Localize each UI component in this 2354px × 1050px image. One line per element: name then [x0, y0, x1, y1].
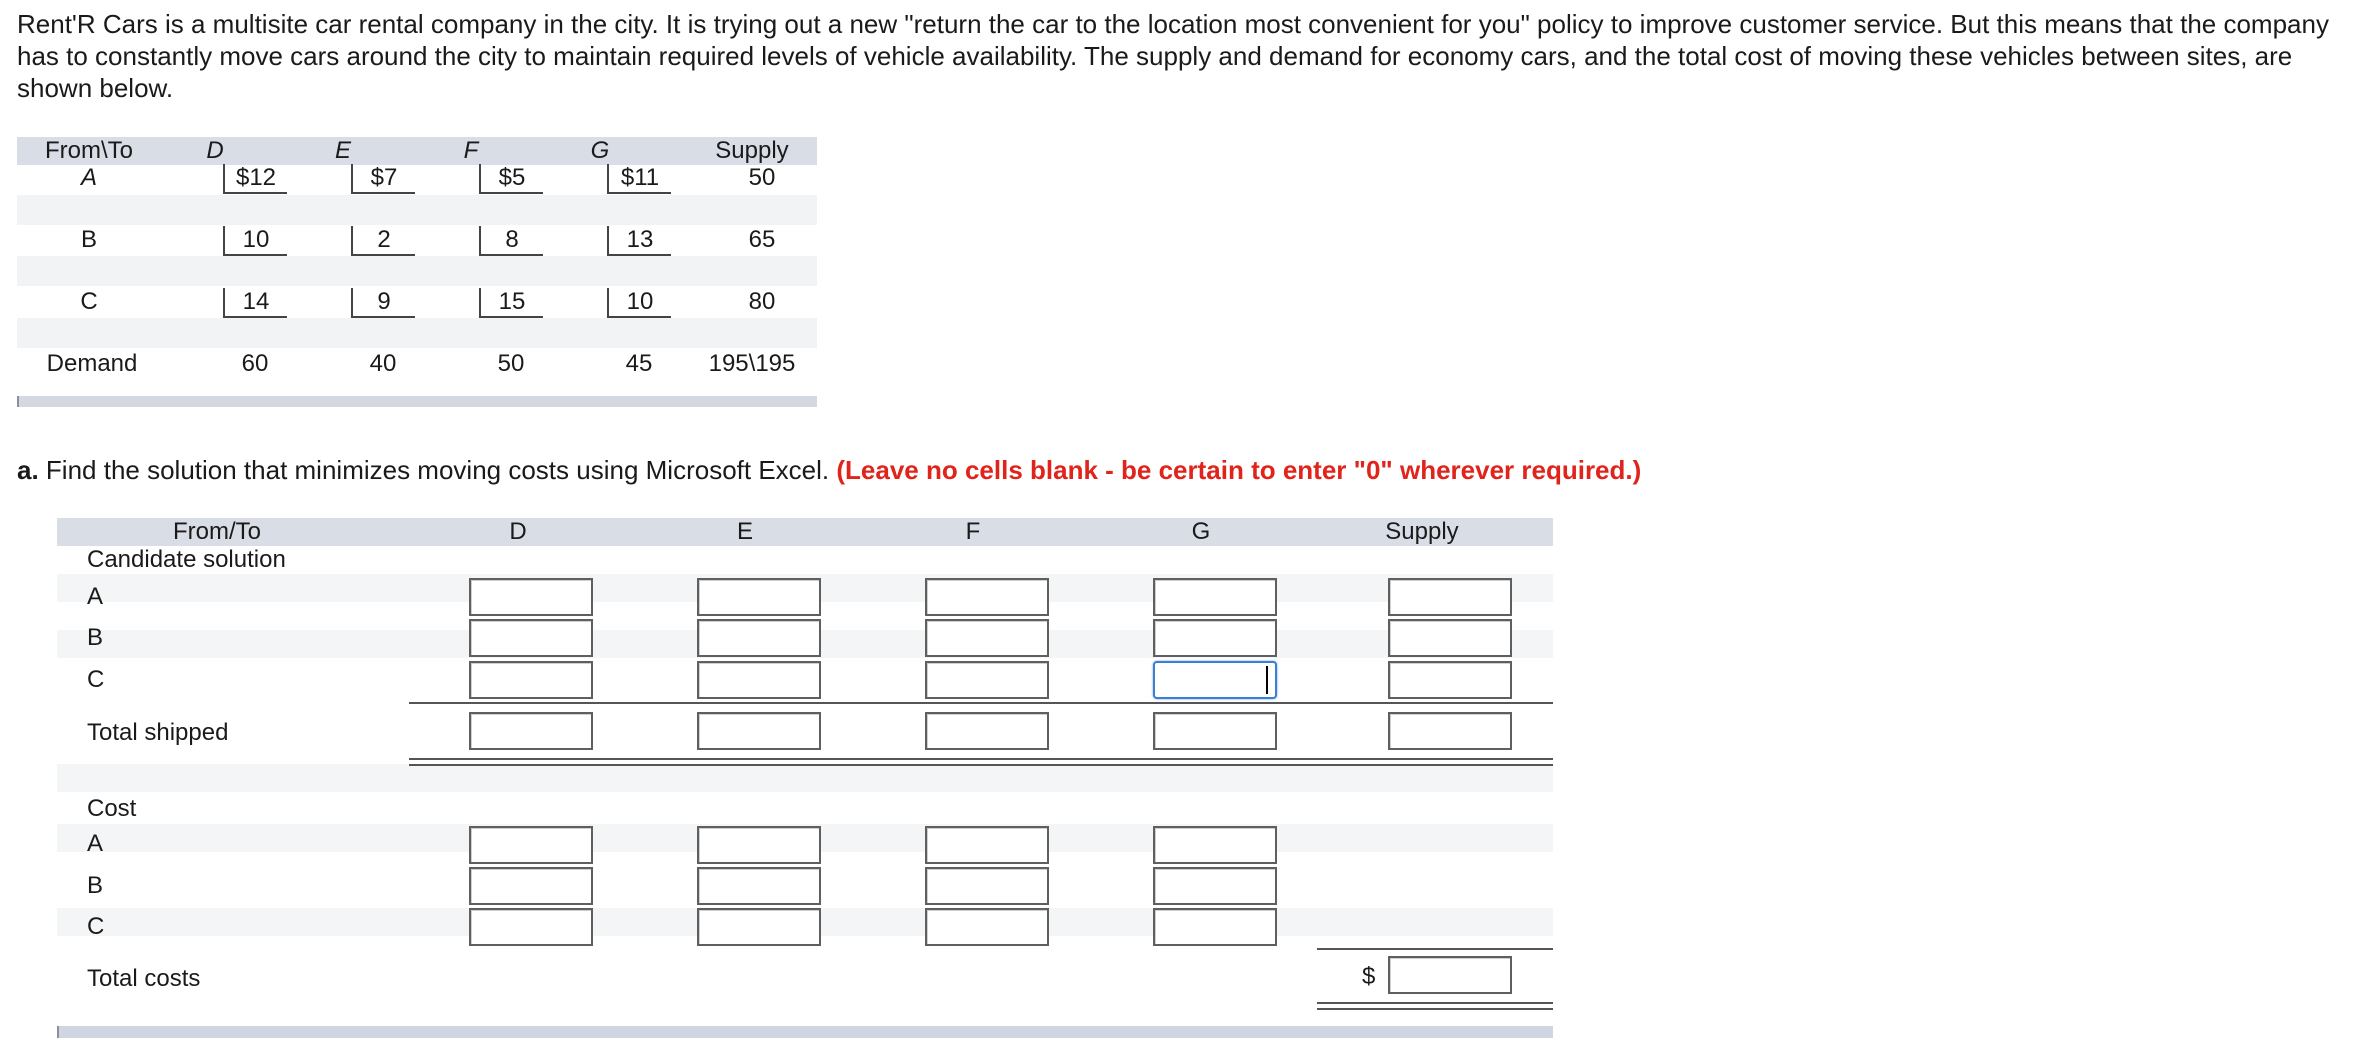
cost-cell: $12 [223, 164, 287, 194]
shipment-b-e-input[interactable] [697, 619, 821, 657]
supply-c-input[interactable] [1388, 661, 1512, 699]
cost-a-d-input[interactable] [469, 826, 593, 864]
shipment-a-d-input[interactable] [469, 578, 593, 616]
column-header-f: F [463, 137, 479, 164]
shipment-c-e-input[interactable] [697, 661, 821, 699]
shipment-c-g-input[interactable] [1153, 661, 1277, 699]
shipment-c-d-input[interactable] [469, 661, 593, 699]
row-label-b: B [87, 624, 104, 651]
cost-cell: 10 [607, 288, 671, 318]
cost-a-g-input[interactable] [1153, 826, 1277, 864]
total-double-divider [409, 758, 1553, 766]
text-caret [1266, 666, 1268, 694]
total-shipped-d-input[interactable] [469, 712, 593, 750]
cost-c-g-input[interactable] [1153, 908, 1277, 946]
supply-header: Supply [715, 137, 789, 164]
shipment-a-e-input[interactable] [697, 578, 821, 616]
column-header-e: E [736, 518, 753, 545]
shipment-b-d-input[interactable] [469, 619, 593, 657]
row-label-c: C [87, 666, 105, 693]
supply-cell: 50 [748, 164, 776, 191]
cost-row-label-c: C [87, 913, 105, 940]
table-footer-bar [17, 396, 817, 407]
cost-a-f-input[interactable] [925, 826, 1049, 864]
column-header-g: G [1191, 518, 1211, 545]
row-label-a: A [87, 583, 104, 610]
demand-cell: 50 [497, 350, 525, 377]
cost-cell: 13 [607, 226, 671, 256]
cost-c-e-input[interactable] [697, 908, 821, 946]
cost-cell: $11 [607, 164, 671, 194]
corner-header: From\To [44, 137, 133, 164]
cost-a-e-input[interactable] [697, 826, 821, 864]
total-costs-input[interactable] [1388, 956, 1512, 994]
shipment-a-f-input[interactable] [925, 578, 1049, 616]
cost-row-label-a: A [87, 830, 104, 857]
question-a [17, 454, 1641, 486]
supply-cell: 80 [748, 288, 776, 315]
demand-cell: 40 [369, 350, 397, 377]
shipment-a-g-input[interactable] [1153, 578, 1277, 616]
cost-cell: 9 [351, 288, 415, 318]
cost-cell: 14 [223, 288, 287, 318]
cost-cell: $7 [351, 164, 415, 194]
cost-cell: 10 [223, 226, 287, 256]
total-shipped-g-input[interactable] [1153, 712, 1277, 750]
cost-b-d-input[interactable] [469, 867, 593, 905]
cost-b-f-input[interactable] [925, 867, 1049, 905]
corner-header: From/To [172, 518, 261, 545]
cost-cell: 15 [479, 288, 543, 318]
total-costs-divider [1317, 948, 1553, 950]
total-shipped-e-input[interactable] [697, 712, 821, 750]
demand-cell: 60 [241, 350, 269, 377]
total-shipped-supply-input[interactable] [1388, 712, 1512, 750]
question-note: (Leave no cells blank - be certain to enter "0" wherever required.) [836, 455, 1642, 485]
cost-b-e-input[interactable] [697, 867, 821, 905]
total-costs-double-divider [1317, 1002, 1553, 1010]
total-costs-label: Total costs [87, 965, 201, 992]
currency-symbol: $ [1362, 963, 1376, 990]
column-header-d: D [509, 518, 527, 545]
table-header-row [57, 518, 1553, 546]
shipment-b-f-input[interactable] [925, 619, 1049, 657]
column-header-d: D [206, 137, 224, 164]
supply-cell: 65 [748, 226, 776, 253]
solution-table [57, 518, 1553, 1040]
total-shipped-f-input[interactable] [925, 712, 1049, 750]
column-header-g: G [590, 137, 610, 164]
problem-statement: Rent'R Cars is a multisite car rental company in the city. It is trying out a new "return the car to the location most convenient for you" policy to improve customer service. But this means that the company has to constantly move cars around the city to maintain required levels of vehicle availability. The supply and demand for economy cars, and the total cost of moving these vehicles between sites, are shown below. [17, 9, 2329, 103]
question-label: a. [17, 455, 39, 485]
cost-cell: 8 [479, 226, 543, 256]
cost-b-g-input[interactable] [1153, 867, 1277, 905]
cost-cell: 2 [351, 226, 415, 256]
cost-cell: $5 [479, 164, 543, 194]
shipment-c-f-input[interactable] [925, 661, 1049, 699]
demand-cell: 45 [625, 350, 653, 377]
table-footer-bar [57, 1026, 1553, 1038]
cost-c-d-input[interactable] [469, 908, 593, 946]
cost-row-label-b: B [87, 872, 104, 899]
shipment-b-g-input[interactable] [1153, 619, 1277, 657]
supply-a-input[interactable] [1388, 578, 1512, 616]
row-label-b: B [80, 226, 97, 253]
row-label-a: A [80, 164, 97, 191]
cost-label: Cost [87, 795, 137, 822]
cost-c-f-input[interactable] [925, 908, 1049, 946]
column-header-f: F [965, 518, 981, 545]
supply-b-input[interactable] [1388, 619, 1512, 657]
row-label-c: C [80, 288, 98, 315]
sum-divider [409, 702, 1553, 704]
cost-supply-demand-table [17, 137, 817, 410]
supply-header: Supply [1385, 518, 1459, 545]
column-header-e: E [334, 137, 351, 164]
demand-label: Demand [46, 350, 138, 377]
question-text: Find the solution that minimizes moving costs using Microsoft Excel. [45, 455, 830, 485]
total-shipped-label: Total shipped [87, 719, 229, 746]
candidate-solution-label: Candidate solution [87, 546, 286, 573]
total-supply-demand: 195\195 [708, 350, 796, 377]
